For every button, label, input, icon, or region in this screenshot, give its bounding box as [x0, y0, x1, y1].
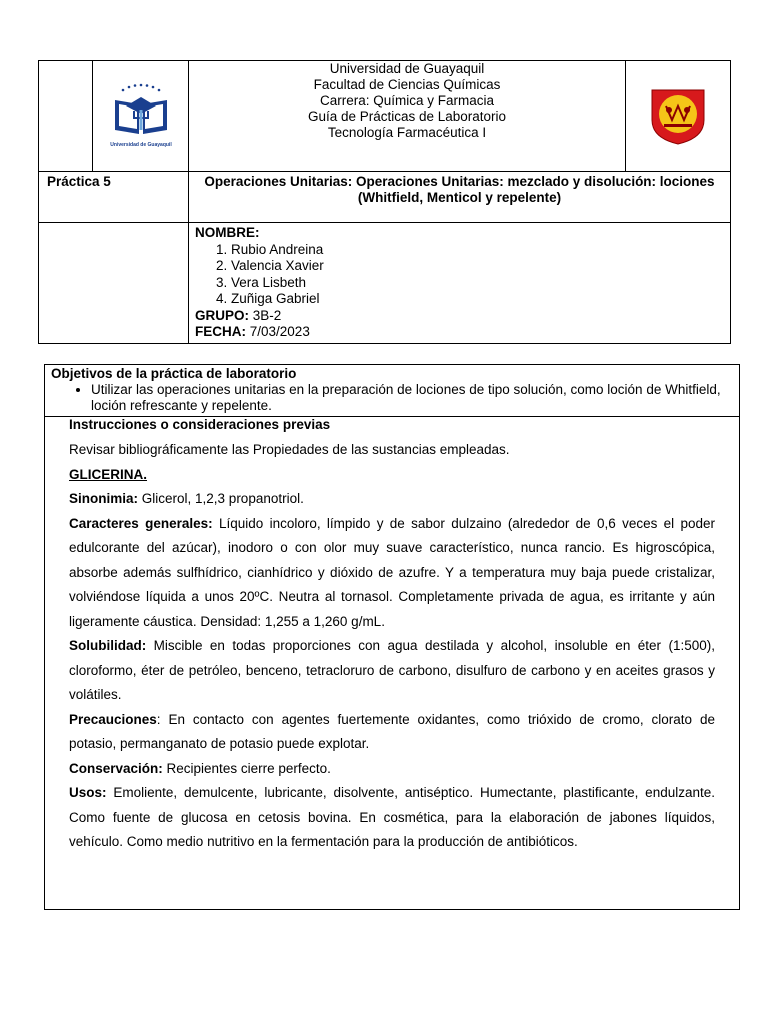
substance-name: GLICERINA. — [69, 466, 148, 482]
objectives-list — [51, 382, 733, 414]
student-name: 4. Zuñiga Gabriel — [231, 291, 724, 308]
university-logo-icon — [101, 80, 181, 152]
header-table — [38, 60, 731, 344]
instructions-title: Instrucciones o consideraciones previas — [69, 417, 331, 432]
practice-number: Práctica 5 — [39, 172, 189, 223]
objectives-title: Objetivos de la práctica de laboratorio — [51, 366, 297, 381]
student-name: 3. Vera Lisbeth — [231, 275, 724, 292]
sinonimia-paragraph — [69, 487, 715, 512]
empty-cell — [39, 61, 93, 172]
instructions-section — [45, 417, 739, 855]
institution-line: Tecnología Farmacéutica I — [327, 125, 487, 140]
university-logo-cell — [93, 61, 189, 172]
substance-heading — [69, 463, 715, 488]
practice-title — [189, 172, 731, 223]
conservacion-paragraph — [69, 757, 715, 782]
student-name: 1. Rubio Andreina — [231, 242, 724, 259]
precauciones-paragraph — [69, 708, 715, 757]
solubilidad-text: Miscible en todas proporciones con agua destilada y alcohol, insoluble en éter (1:500), cloroformo, éter de petróleo, benceno, tetracloruro de carbono, disulfuro de carbono y en aceites grasos y volátiles. — [69, 638, 715, 702]
institution-line: Carrera: Química y Farmacia — [319, 93, 495, 108]
precauciones-text: : En contacto con agentes fuertemente oxidantes, como trióxido de cromo, clorato de potasio, permanganato de potasio puede explotar. — [69, 711, 715, 751]
sinonimia-label: Sinonimia: — [69, 491, 139, 506]
solubilidad-paragraph — [69, 634, 715, 708]
practice-title-line: Operaciones Unitarias: Operaciones Unitarias: mezclado y disolución: lociones — [204, 174, 715, 189]
institution-line: Facultad de Ciencias Químicas — [313, 77, 501, 92]
precauciones-label: Precauciones — [69, 711, 157, 727]
nombre-label: NOMBRE: — [195, 225, 260, 240]
conservacion-label: Conservación: — [69, 760, 163, 776]
sinonimia-text: Glicerol, 1,2,3 propanotriol. — [138, 491, 304, 506]
instructions-intro: Revisar bibliográficamente las Propiedades de las sustancias empleadas. — [69, 442, 510, 457]
institution-line: Guía de Prácticas de Laboratorio — [307, 109, 507, 124]
empty-cell — [39, 223, 189, 344]
student-list — [195, 242, 724, 308]
student-info — [189, 223, 731, 344]
institution-info — [189, 61, 626, 172]
usos-text: Emoliente, demulcente, lubricante, disolvente, antiséptico. Humectante, plastificante, endulzante. Como fuente de glucosa en cetosis bovina. En cosmética, para la elaboración de jabones líquidos, vehículo. Como medio nutritivo en la fermentación para la producción de antibióticos. — [69, 785, 715, 849]
fecha-value: 7/03/2023 — [249, 324, 310, 339]
conservacion-text: Recipientes cierre perfecto. — [162, 760, 331, 776]
caracteres-paragraph — [69, 512, 715, 635]
caracteres-text: Líquido incoloro, límpido y de sabor dulzaino (alrededor de 0,6 veces el poder edulcorante del azúcar), inodoro o con olor muy suave característico, nunca rancio. Es higroscópica, absorbe además sulfhídrico, cianhídrico y dióxido de azufre. Y a temperatura muy baja puede cristalizar, volviéndose líquida a unos 20ºC. Neutra al tornasol. Completamente privada de agua, es irritante y aún ligeramente cáustica. Densidad: 1,255 a 1,260 g/mL. — [69, 515, 715, 629]
institution-line: Universidad de Guayaquil — [329, 61, 485, 76]
grupo-value: 3B-2 — [252, 307, 282, 323]
faculty-shield-icon — [642, 84, 714, 148]
usos-label: Usos: — [69, 785, 107, 800]
objectives-section — [45, 365, 739, 417]
student-name: 2. Valencia Xavier — [231, 258, 724, 275]
content-box — [44, 364, 740, 910]
fecha-label: FECHA: — [195, 324, 246, 339]
grupo-label: GRUPO: — [195, 307, 249, 323]
solubilidad-label: Solubilidad: — [69, 638, 147, 653]
usos-paragraph — [69, 781, 715, 855]
faculty-logo-cell — [626, 61, 731, 172]
caracteres-label: Caracteres generales: — [69, 515, 213, 531]
logo-text: Universidad de Guayaquil — [109, 142, 172, 148]
objective-item: • Utilizar las operaciones unitarias en la preparación de lociones de tipo solución, como loción de Whitfield, loción refrescante y repelente. — [91, 382, 733, 414]
practice-title-line: (Whitfield, Menticol y repelente) — [357, 190, 562, 205]
